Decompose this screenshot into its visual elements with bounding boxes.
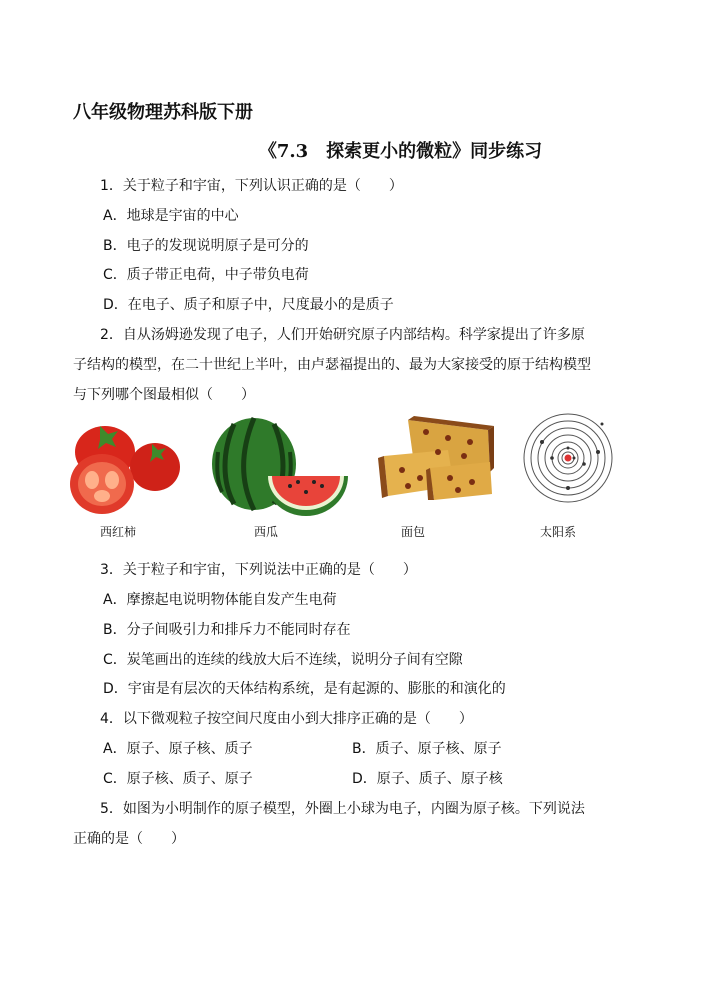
q4-option-c: C．原子核、质子、原子 [103, 771, 253, 787]
q3-option-b: B．分子间吸引力和排斥力不能同时存在 [103, 622, 351, 638]
q4-stem: 4．以下微观粒子按空间尺度由小到大排序正确的是（ ） [100, 711, 473, 727]
q4-option-b: B．质子、原子核、原子 [352, 741, 502, 757]
solar-system-image [522, 412, 614, 504]
q5-stem-line2: 正确的是（ ） [73, 831, 185, 847]
q2-stem-line1: 2．自从汤姆逊发现了电子，人们开始研究原子内部结构。科学家提出了许多原 [100, 327, 585, 343]
tomato-image [70, 412, 182, 517]
watermelon-image [210, 412, 350, 520]
q1-option-b: B．电子的发现说明原子是可分的 [103, 238, 309, 254]
q2-picture-row [70, 412, 670, 542]
q2-stem-line3: 与下列哪个图最相似（ ） [73, 387, 255, 403]
q3-option-d: D．宇宙是有层次的天体结构系统，是有起源的、膨胀的和演化的 [103, 681, 506, 697]
q4-option-d: D．原子、质子、原子核 [352, 771, 503, 787]
document-title: 《7.3 探索更小的微粒》同步练习 [258, 141, 543, 162]
bread-image [378, 412, 496, 502]
q3-stem: 3．关于粒子和宇宙，下列说法中正确的是（ ） [100, 562, 417, 578]
q1-stem: 1．关于粒子和宇宙，下列认识正确的是（ ） [100, 178, 403, 194]
q1-option-d: D．在电子、质子和原子中，尺度最小的是质子 [103, 297, 394, 313]
caption-solar-system: 太阳系 [540, 525, 577, 539]
q1-option-a: A．地球是宇宙的中心 [103, 208, 239, 224]
q2-stem-line2: 子结构的模型，在二十世纪上半叶，由卢瑟福提出的、最为大家接受的原于结构模型 [73, 357, 591, 373]
q1-option-c: C．质子带正电荷，中子带负电荷 [103, 267, 309, 283]
q5-stem-line1: 5．如图为小明制作的原子模型，外圈上小球为电子，内圈为原子核。下列说法 [100, 801, 585, 817]
q3-option-a: A．摩擦起电说明物体能自发产生电荷 [103, 592, 337, 608]
caption-bread: 面包 [401, 525, 426, 539]
q4-option-a: A．原子、原子核、质子 [103, 741, 253, 757]
q3-option-c: C．炭笔画出的连续的线放大后不连续，说明分子间有空隙 [103, 652, 463, 668]
document-header: 八年级物理苏科版下册 [73, 102, 253, 123]
caption-watermelon: 西瓜 [254, 525, 279, 539]
caption-tomato: 西红柿 [100, 525, 137, 539]
